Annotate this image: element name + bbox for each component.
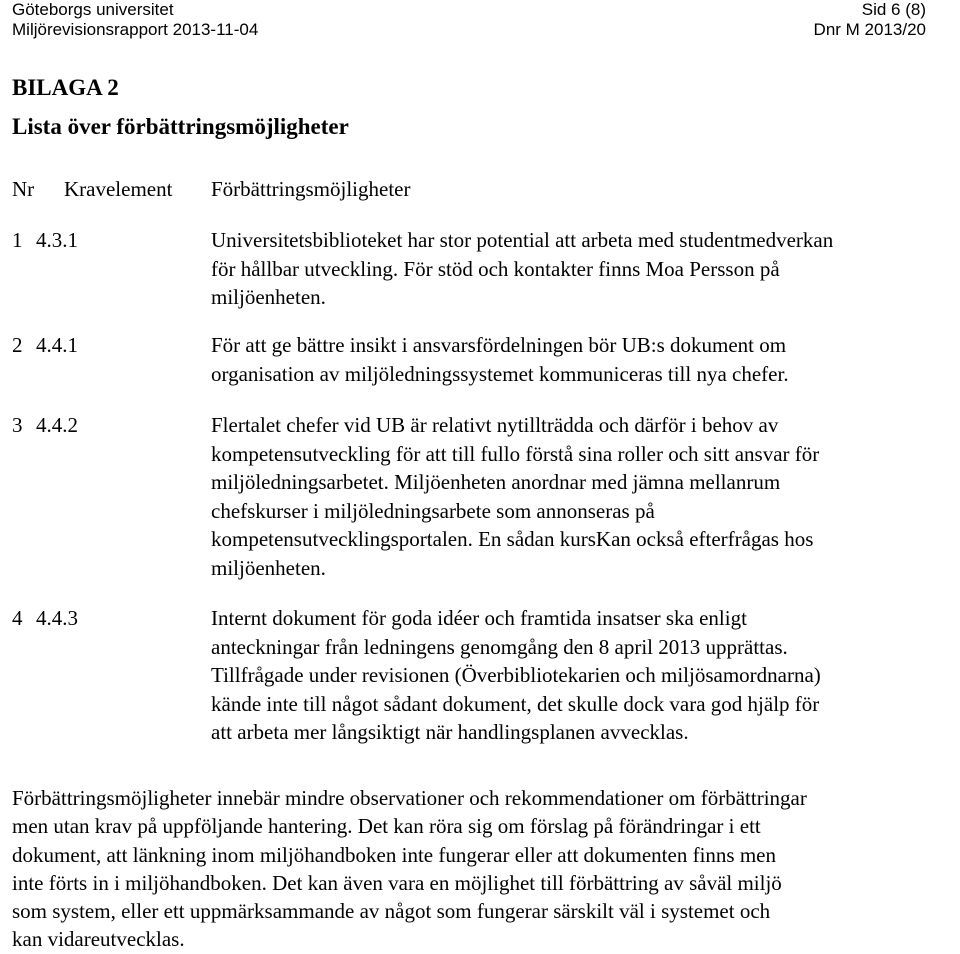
- item-text-line: kände inte till något sådant dokument, det skulle dock vara god hjälp för: [211, 691, 820, 716]
- item-text-line: miljöledningsarbetet. Miljöenheten anordnar med jämna mellanrum: [211, 470, 781, 495]
- item-text-line: Flertalet chefer vid UB är relativt nytillträdda och därför i behov av: [211, 413, 779, 437]
- page-header-row-2: [12, 20, 926, 40]
- paragraph-line: dokument, att länkning inom miljöhandboken inte fungerar eller att dokumenten finns men: [12, 842, 776, 867]
- paragraph-line: som system, eller ett uppmärksammande av något som fungerar särskilt väl i systemet och: [12, 899, 771, 924]
- item-text: [211, 604, 941, 747]
- item-text: [211, 411, 941, 583]
- item-text-line: anteckningar från ledningens genomgång den 8 april 2013 upprättas.: [211, 634, 788, 659]
- item-kravelement: 4.4.3: [36, 606, 78, 630]
- item-text-line: Tillfrågade under revisionen (Överbibliotekarien och miljösamordnarna): [211, 663, 821, 688]
- document-title: BILAGA 2: [12, 75, 119, 100]
- page-header-row-1: [12, 0, 926, 20]
- paragraph-line: Förbättringsmöjligheter innebär mindre observationer och rekommendationer om förbättringar: [12, 786, 807, 810]
- item-text-line: Universitetsbiblioteket har stor potential att arbeta med studentmedverkan: [211, 228, 834, 252]
- item-text-line: kompetensutvecklingsportalen. En sådan kursKan också efterfrågas hos: [211, 527, 814, 552]
- column-header-nr: Nr: [12, 177, 35, 201]
- item-kravelement: 4.4.1: [36, 333, 78, 357]
- diary-number: Dnr M 2013/20: [813, 20, 926, 39]
- column-header-kravelement: Kravelement: [64, 177, 173, 201]
- item-text-line: att arbeta mer långsiktigt när handlingsplanen avvecklas.: [211, 720, 689, 745]
- item-number: 4: [12, 606, 23, 630]
- item-text-line: miljöenheten.: [211, 555, 326, 580]
- item-kravelement: 4.4.2: [36, 413, 78, 437]
- item-text-line: för hållbar utveckling. För stöd och kontakter finns Moa Persson på: [211, 256, 780, 281]
- report-name: Miljörevisionsrapport 2013-11-04: [12, 20, 259, 39]
- item-text-line: chefskurser i miljöledningsarbete som annonseras på: [211, 498, 655, 523]
- item-text-line: organisation av miljöledningssystemet kommuniceras till nya chefer.: [211, 361, 789, 386]
- paragraph-line: men utan krav på uppföljande hantering. Det kan röra sig om förslag på förändringar i ett: [12, 814, 761, 839]
- paragraph-line: kan vidareutvecklas.: [12, 927, 185, 952]
- explanatory-paragraph: [12, 784, 937, 954]
- item-kravelement: 4.3.1: [36, 228, 78, 252]
- item-text-line: Internt dokument för goda idéer och framtida insatser ska enligt: [211, 606, 747, 630]
- item-number: 3: [12, 413, 23, 437]
- item-text-line: kompetensutveckling för att till fullo förstå sina roller och sitt ansvar för: [211, 441, 820, 466]
- item-text-line: miljöenheten.: [211, 285, 326, 310]
- paragraph-line: inte förts in i miljöhandboken. Det kan även vara en möjlighet till förbättring av såväl miljö: [12, 870, 782, 895]
- document-subtitle: Lista över förbättringsmöjligheter: [12, 114, 349, 139]
- item-number: 1: [12, 228, 23, 252]
- item-text: [211, 331, 941, 388]
- column-header-forbattring: Förbättringsmöjligheter: [211, 177, 411, 201]
- page-number: Sid 6 (8): [861, 0, 926, 19]
- item-number: 2: [12, 333, 23, 357]
- university-name: Göteborgs universitet: [12, 0, 174, 19]
- item-text: [211, 226, 941, 312]
- item-text-line: För att ge bättre insikt i ansvarsfördelningen bör UB:s dokument om: [211, 333, 787, 357]
